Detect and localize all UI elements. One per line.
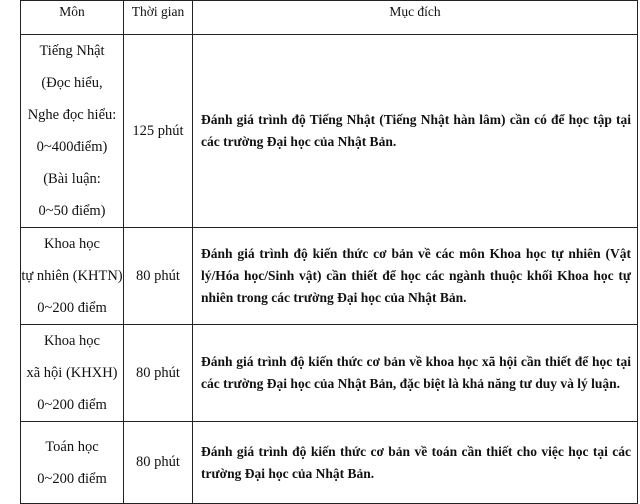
subject-line: Tiếng Nhật [39,43,105,59]
subject-cell [21,35,124,228]
subject-line: 0~50 điểm) [38,203,106,219]
subject-line: (Bài luận: [43,171,101,187]
table-row [21,35,638,228]
subject-line: (Đọc hiểu, [41,75,103,91]
time-cell: 125 phút [124,35,193,228]
header-purpose: Mục đích [193,1,638,35]
purpose-cell: Đánh giá trình độ Tiếng Nhật (Tiếng Nhật hàn lâm) cần có để học tập tại các trường Đại học của Nhật Bản. [193,35,638,228]
table-header-row [21,1,638,35]
subject-cell [21,422,124,504]
subject-line: Khoa học [44,333,100,349]
subject-line: 0~200 điểm [37,397,107,413]
subject-line: xã hội (KHXH) [26,365,118,381]
table-row [21,228,638,325]
subject-line: Toán học [45,438,99,455]
time-cell: 80 phút [124,325,193,422]
subject-cell [21,228,124,325]
header-time: Thời gian [124,1,193,35]
time-cell: 80 phút [124,228,193,325]
subject-line: 0~200 điểm [37,300,107,316]
table-row [21,422,638,504]
time-cell: 80 phút [124,422,193,504]
purpose-cell: Đánh giá trình độ kiến thức cơ bản về các môn Khoa học tự nhiên (Vật lý/Hóa học/Sinh vật) cần thiết để học các ngành thuộc khối Khoa học tự nhiên trong các trường Đại học của Nhật Bản. [193,228,638,325]
subject-cell [21,325,124,422]
subject-line: Khoa học [44,236,100,252]
subject-line: 0~400điểm) [36,139,108,155]
subject-line: tự nhiên (KHTN) [21,268,123,284]
table-row [21,325,638,422]
subject-line: 0~200 điểm [37,470,107,487]
purpose-cell: Đánh giá trình độ kiến thức cơ bản về toán cần thiết cho việc học tại các trường Đại học của Nhật Bản. [193,422,638,504]
purpose-cell: Đánh giá trình độ kiến thức cơ bản về khoa học xã hội cần thiết để học tại các trường Đại học của Nhật Bản, đặc biệt là khả năng tư duy và lý luận. [193,325,638,422]
exam-subjects-table [20,0,638,504]
header-subject: Môn [21,1,124,35]
subject-line: Nghe đọc hiểu: [27,107,117,123]
